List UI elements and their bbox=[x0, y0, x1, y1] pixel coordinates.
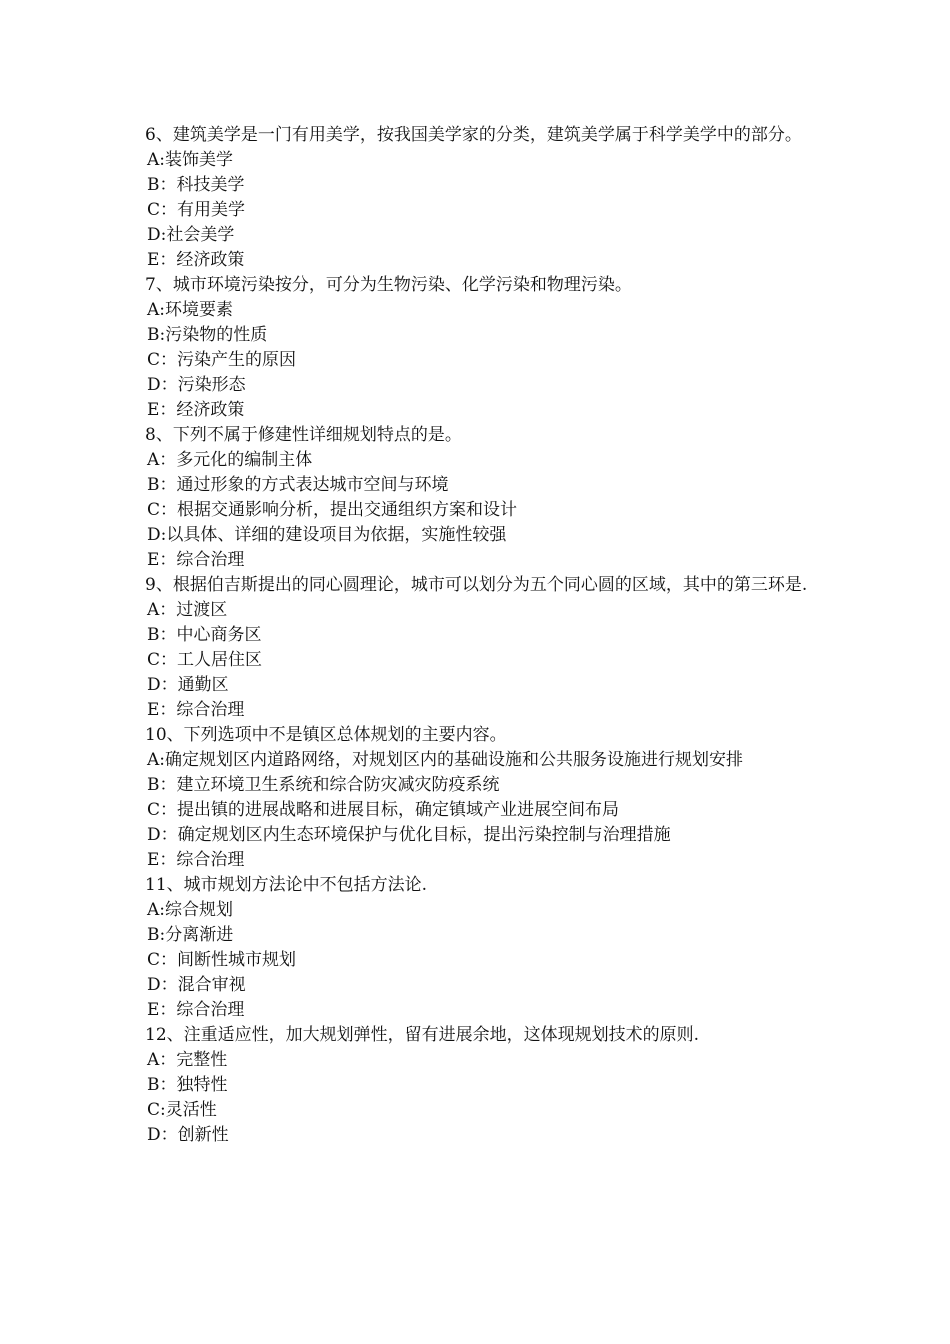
option-d: D：确定规划区内生态环境保护与优化目标，提出污染控制与治理措施 bbox=[147, 825, 671, 845]
option-d: D:社会美学 bbox=[147, 225, 235, 245]
question-text: 9、根据伯吉斯提出的同心圆理论，城市可以划分为五个同心圆的区域，其中的第三环是. bbox=[145, 575, 808, 595]
option-d: D：通勤区 bbox=[147, 675, 229, 695]
question-list bbox=[145, 123, 810, 1148]
option-e: E：综合治理 bbox=[147, 550, 245, 570]
question-9 bbox=[145, 573, 810, 723]
option-b: B：中心商务区 bbox=[147, 625, 262, 645]
option-d: D：污染形态 bbox=[147, 375, 246, 395]
option-a: A:综合规划 bbox=[147, 900, 234, 920]
option-b: B：通过形象的方式表达城市空间与环境 bbox=[147, 475, 449, 495]
option-a: A:装饰美学 bbox=[147, 150, 234, 170]
option-e: E：经济政策 bbox=[147, 400, 245, 420]
option-c: C：工人居住区 bbox=[147, 650, 263, 670]
option-c: C：提出镇的进展战略和进展目标，确定镇域产业进展空间布局 bbox=[147, 800, 620, 820]
question-7 bbox=[145, 273, 810, 423]
option-d: D：混合审视 bbox=[147, 975, 246, 995]
option-a: A：完整性 bbox=[147, 1050, 228, 1070]
option-b: B：科技美学 bbox=[147, 175, 245, 195]
question-10 bbox=[145, 723, 810, 873]
question-11 bbox=[145, 873, 810, 1023]
option-a: A:环境要素 bbox=[147, 300, 234, 320]
question-text: 6、建筑美学是一门有用美学，按我国美学家的分类，建筑美学属于科学美学中的部分。 bbox=[145, 125, 802, 145]
option-e: E：综合治理 bbox=[147, 1000, 245, 1020]
option-b: B:分离渐进 bbox=[147, 925, 234, 945]
question-12 bbox=[145, 1023, 810, 1148]
option-e: E：综合治理 bbox=[147, 700, 245, 720]
option-e: E：经济政策 bbox=[147, 250, 245, 270]
option-a: A：多元化的编制主体 bbox=[147, 450, 313, 470]
option-c: C：污染产生的原因 bbox=[147, 350, 297, 370]
option-a: A:确定规划区内道路网络，对规划区内的基础设施和公共服务设施进行规划安排 bbox=[147, 750, 744, 770]
option-c: C：有用美学 bbox=[147, 200, 246, 220]
question-6 bbox=[145, 123, 810, 273]
option-b: B:污染物的性质 bbox=[147, 325, 268, 345]
option-c: C：根据交通影响分析，提出交通组织方案和设计 bbox=[147, 500, 518, 520]
question-text: 12、注重适应性，加大规划弹性，留有进展余地，这体现规划技术的原则. bbox=[145, 1025, 700, 1045]
option-b: B：建立环境卫生系统和综合防灾减灾防疫系统 bbox=[147, 775, 500, 795]
question-text: 11、城市规划方法论中不包括方法论. bbox=[145, 875, 428, 895]
option-d: D：创新性 bbox=[147, 1125, 229, 1145]
option-b: B：独特性 bbox=[147, 1075, 228, 1095]
option-c: C：间断性城市规划 bbox=[147, 950, 297, 970]
option-c: C:灵活性 bbox=[147, 1100, 217, 1120]
option-d: D:以具体、详细的建设项目为依据，实施性较强 bbox=[147, 525, 507, 545]
option-a: A：过渡区 bbox=[147, 600, 228, 620]
question-text: 8、下列不属于修建性详细规划特点的是。 bbox=[145, 425, 462, 445]
question-text: 10、下列选项中不是镇区总体规划的主要内容。 bbox=[145, 725, 507, 745]
question-8 bbox=[145, 423, 810, 573]
option-e: E：综合治理 bbox=[147, 850, 245, 870]
question-text: 7、城市环境污染按分，可分为生物污染、化学污染和物理污染。 bbox=[145, 275, 632, 295]
